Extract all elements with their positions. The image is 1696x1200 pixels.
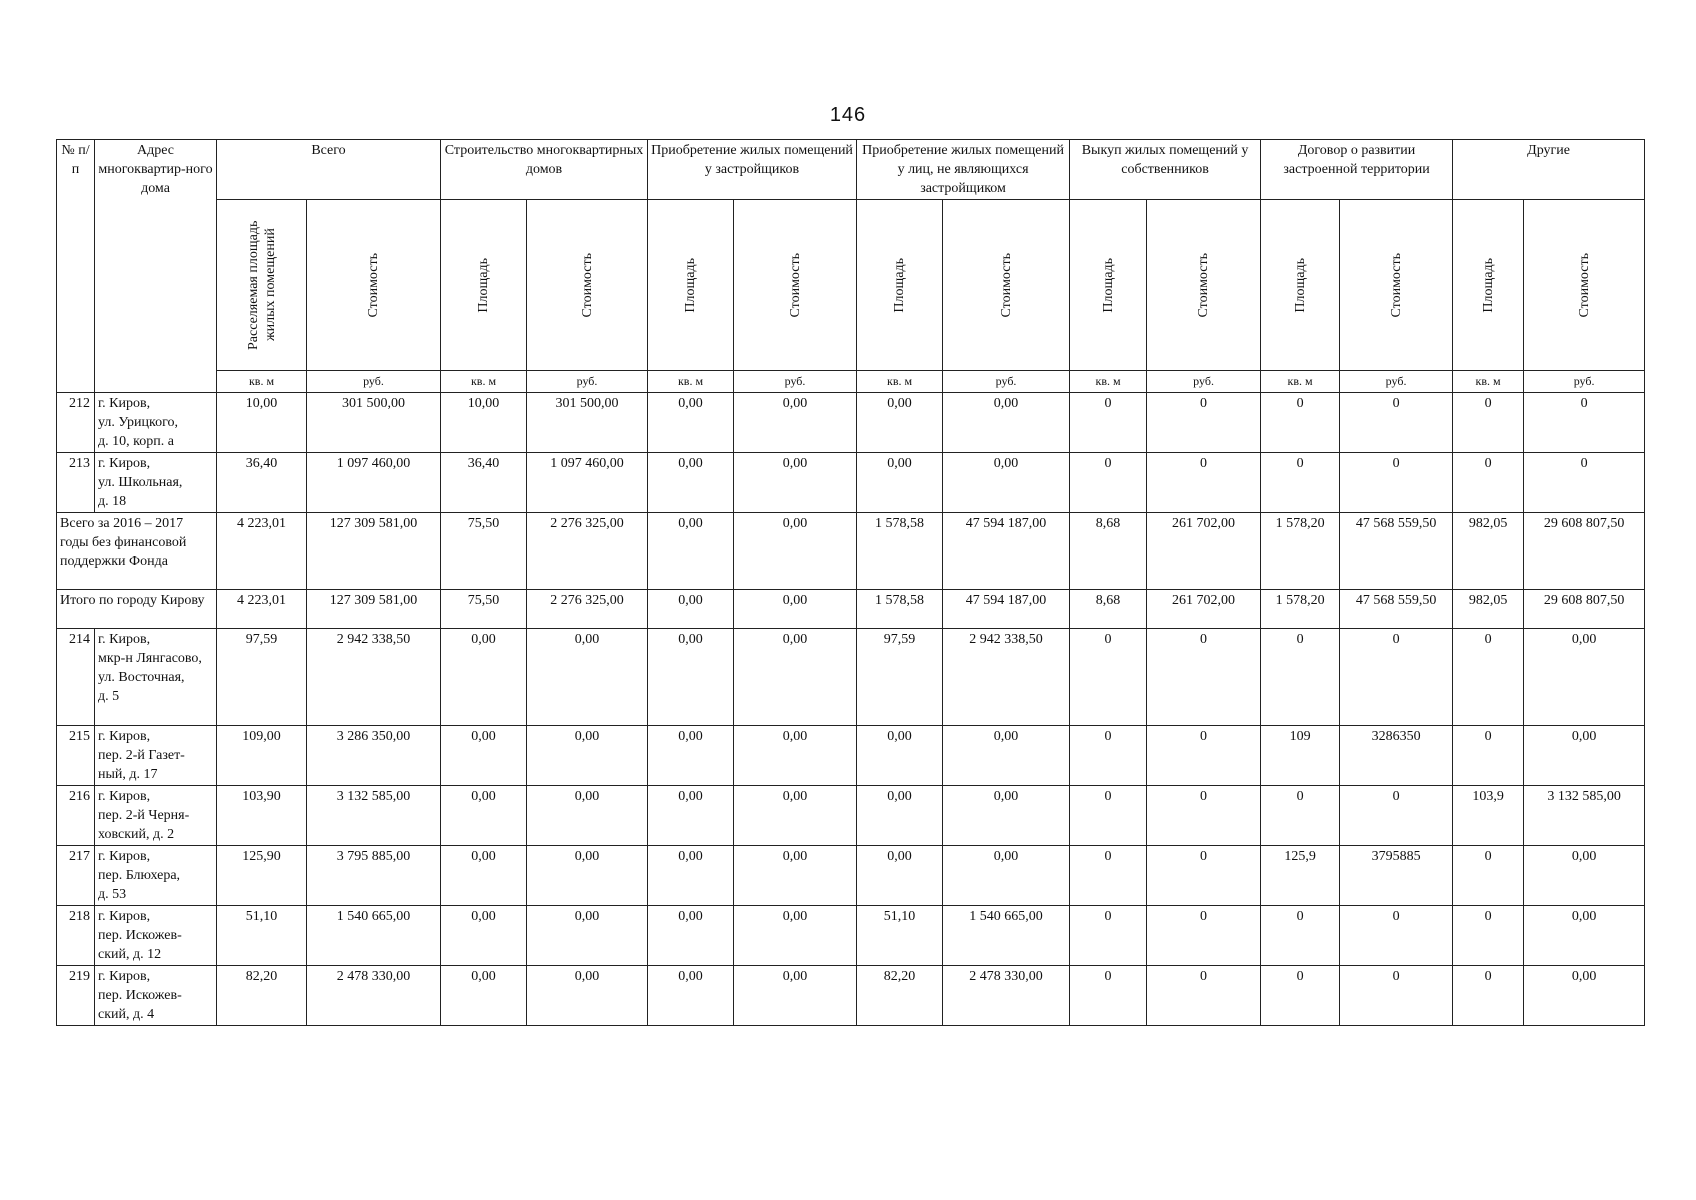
value-cell: 0 bbox=[1261, 906, 1340, 966]
unit-area: кв. м bbox=[1453, 371, 1524, 393]
value-cell: 0,00 bbox=[857, 846, 943, 906]
value-cell: 103,90 bbox=[217, 786, 307, 846]
row-number: 219 bbox=[57, 966, 95, 1026]
subheader-cost: Стоимость bbox=[1147, 200, 1261, 371]
value-cell: 0,00 bbox=[943, 846, 1070, 906]
value-cell: 0 bbox=[1340, 786, 1453, 846]
value-cell: 8,68 bbox=[1070, 513, 1147, 590]
value-cell: 301 500,00 bbox=[527, 393, 648, 453]
address-line: д. 53 bbox=[98, 887, 127, 902]
address-cell bbox=[95, 906, 217, 966]
value-cell: 0,00 bbox=[734, 966, 857, 1026]
address-line: пер. Искожев- bbox=[98, 988, 182, 1003]
value-cell: 2 276 325,00 bbox=[527, 513, 648, 590]
table-row bbox=[57, 393, 1645, 453]
row-number: 215 bbox=[57, 726, 95, 786]
value-cell: 0 bbox=[1261, 966, 1340, 1026]
value-cell: 0 bbox=[1524, 453, 1645, 513]
value-cell: 2 276 325,00 bbox=[527, 590, 648, 629]
address-line: ховский, д. 2 bbox=[98, 827, 175, 842]
address-line: пер. 2-й Газет- bbox=[98, 748, 185, 763]
value-cell: 3 286 350,00 bbox=[307, 726, 441, 786]
subheader-row bbox=[57, 200, 1645, 371]
value-cell: 1 097 460,00 bbox=[527, 453, 648, 513]
value-cell: 982,05 bbox=[1453, 590, 1524, 629]
value-cell: 0,00 bbox=[648, 906, 734, 966]
total-label: Всего за 2016 – 2017 годы без финансовой поддержки Фонда bbox=[57, 513, 217, 590]
value-cell: 0,00 bbox=[441, 846, 527, 906]
table-row bbox=[57, 453, 1645, 513]
value-cell: 0,00 bbox=[527, 966, 648, 1026]
address-cell bbox=[95, 453, 217, 513]
value-cell: 0,00 bbox=[527, 629, 648, 726]
value-cell: 0 bbox=[1147, 906, 1261, 966]
value-cell: 0,00 bbox=[441, 906, 527, 966]
value-cell: 0 bbox=[1147, 786, 1261, 846]
value-cell: 3795885 bbox=[1340, 846, 1453, 906]
value-cell: 0,00 bbox=[943, 726, 1070, 786]
value-cell: 0 bbox=[1070, 453, 1147, 513]
value-cell: 0 bbox=[1340, 629, 1453, 726]
value-cell: 0,00 bbox=[1524, 966, 1645, 1026]
resettlement-table bbox=[56, 139, 1645, 1026]
value-cell: 1 540 665,00 bbox=[307, 906, 441, 966]
subheader-resettled-area: Расселяемая площадь жилых помещений bbox=[217, 200, 307, 371]
value-cell: 2 478 330,00 bbox=[943, 966, 1070, 1026]
value-cell: 127 309 581,00 bbox=[307, 590, 441, 629]
value-cell: 47 568 559,50 bbox=[1340, 590, 1453, 629]
address-cell bbox=[95, 393, 217, 453]
row-number: 218 bbox=[57, 906, 95, 966]
address-cell bbox=[95, 846, 217, 906]
value-cell: 47 594 187,00 bbox=[943, 590, 1070, 629]
value-cell: 51,10 bbox=[217, 906, 307, 966]
table-row bbox=[57, 966, 1645, 1026]
value-cell: 0 bbox=[1524, 393, 1645, 453]
value-cell: 0,00 bbox=[648, 966, 734, 1026]
value-cell: 0 bbox=[1147, 393, 1261, 453]
table-row bbox=[57, 786, 1645, 846]
value-cell: 0,00 bbox=[1524, 906, 1645, 966]
address-line: д. 5 bbox=[98, 689, 120, 704]
value-cell: 0,00 bbox=[943, 393, 1070, 453]
subheader-area: Площадь bbox=[1453, 200, 1524, 371]
value-cell: 982,05 bbox=[1453, 513, 1524, 590]
value-cell: 97,59 bbox=[217, 629, 307, 726]
header-group-total: Всего bbox=[217, 140, 441, 200]
address-line: ский, д. 12 bbox=[98, 947, 162, 962]
value-cell: 0 bbox=[1147, 629, 1261, 726]
value-cell: 0,00 bbox=[648, 393, 734, 453]
unit-area: кв. м bbox=[217, 371, 307, 393]
value-cell: 0,00 bbox=[441, 786, 527, 846]
value-cell: 0,00 bbox=[734, 590, 857, 629]
header-group-other: Другие bbox=[1453, 140, 1645, 200]
value-cell: 8,68 bbox=[1070, 590, 1147, 629]
value-cell: 125,9 bbox=[1261, 846, 1340, 906]
table-row bbox=[57, 726, 1645, 786]
address-line: ул. Школьная, bbox=[98, 475, 183, 490]
address-line: д. 10, корп. а bbox=[98, 434, 174, 449]
value-cell: 0,00 bbox=[734, 726, 857, 786]
value-cell: 0 bbox=[1147, 846, 1261, 906]
table-row bbox=[57, 906, 1645, 966]
header-address: Адрес многоквартир-ного дома bbox=[95, 140, 217, 393]
subheader-area: Площадь bbox=[857, 200, 943, 371]
total-label: Итого по городу Кирову bbox=[57, 590, 217, 629]
value-cell: 0 bbox=[1070, 786, 1147, 846]
value-cell: 0,00 bbox=[648, 846, 734, 906]
value-cell: 3286350 bbox=[1340, 726, 1453, 786]
value-cell: 0 bbox=[1453, 906, 1524, 966]
value-cell: 0,00 bbox=[648, 453, 734, 513]
unit-area: кв. м bbox=[1261, 371, 1340, 393]
value-cell: 2 942 338,50 bbox=[943, 629, 1070, 726]
value-cell: 2 942 338,50 bbox=[307, 629, 441, 726]
unit-area: кв. м bbox=[441, 371, 527, 393]
subheader-area: Площадь bbox=[648, 200, 734, 371]
value-cell: 0,00 bbox=[441, 966, 527, 1026]
value-cell: 0,00 bbox=[734, 786, 857, 846]
value-cell: 75,50 bbox=[441, 590, 527, 629]
value-cell: 0,00 bbox=[1524, 846, 1645, 906]
unit-cost: руб. bbox=[943, 371, 1070, 393]
address-line: г. Киров, bbox=[98, 729, 151, 744]
value-cell: 47 568 559,50 bbox=[1340, 513, 1453, 590]
value-cell: 1 578,58 bbox=[857, 513, 943, 590]
subheader-area: Площадь bbox=[1261, 200, 1340, 371]
value-cell: 1 540 665,00 bbox=[943, 906, 1070, 966]
value-cell: 0 bbox=[1340, 906, 1453, 966]
header-group-developers: Приобретение жилых помещений у застройщиков bbox=[648, 140, 857, 200]
header-row bbox=[57, 140, 1645, 200]
address-line: мкр-н Лянгасово, bbox=[98, 651, 202, 666]
address-line: пер. Блюхера, bbox=[98, 868, 181, 883]
unit-cost: руб. bbox=[307, 371, 441, 393]
value-cell: 10,00 bbox=[217, 393, 307, 453]
value-cell: 0,00 bbox=[857, 786, 943, 846]
value-cell: 261 702,00 bbox=[1147, 513, 1261, 590]
value-cell: 0,00 bbox=[857, 453, 943, 513]
value-cell: 0 bbox=[1453, 846, 1524, 906]
value-cell: 0,00 bbox=[441, 726, 527, 786]
header-group-development-contract: Договор о развитии застроенной территории bbox=[1261, 140, 1453, 200]
address-line: ный, д. 17 bbox=[98, 767, 158, 782]
address-line: ский, д. 4 bbox=[98, 1007, 155, 1022]
subheader-cost: Стоимость bbox=[307, 200, 441, 371]
value-cell: 0 bbox=[1261, 453, 1340, 513]
subheader-cost: Стоимость bbox=[1524, 200, 1645, 371]
page-number: 146 bbox=[829, 104, 867, 126]
value-cell: 103,9 bbox=[1453, 786, 1524, 846]
address-cell bbox=[95, 629, 217, 726]
value-cell: 0,00 bbox=[734, 629, 857, 726]
value-cell: 0,00 bbox=[857, 393, 943, 453]
header-group-non-developers: Приобретение жилых помещений у лиц, не являющихся застройщиком bbox=[857, 140, 1070, 200]
value-cell: 0,00 bbox=[1524, 726, 1645, 786]
row-number: 214 bbox=[57, 629, 95, 726]
header-num: № п/п bbox=[57, 140, 95, 393]
row-number: 212 bbox=[57, 393, 95, 453]
value-cell: 0 bbox=[1453, 726, 1524, 786]
value-cell: 0,00 bbox=[648, 629, 734, 726]
value-cell: 0 bbox=[1340, 966, 1453, 1026]
value-cell: 0,00 bbox=[943, 453, 1070, 513]
value-cell: 0,00 bbox=[734, 393, 857, 453]
unit-cost: руб. bbox=[1524, 371, 1645, 393]
value-cell: 0 bbox=[1070, 726, 1147, 786]
value-cell: 0,00 bbox=[648, 726, 734, 786]
value-cell: 47 594 187,00 bbox=[943, 513, 1070, 590]
unit-cost: руб. bbox=[734, 371, 857, 393]
value-cell: 0 bbox=[1147, 966, 1261, 1026]
address-line: пер. 2-й Черня- bbox=[98, 808, 190, 823]
value-cell: 1 097 460,00 bbox=[307, 453, 441, 513]
value-cell: 0,00 bbox=[734, 846, 857, 906]
value-cell: 82,20 bbox=[857, 966, 943, 1026]
address-line: г. Киров, bbox=[98, 396, 151, 411]
subheader-cost: Стоимость bbox=[943, 200, 1070, 371]
value-cell: 0,00 bbox=[857, 726, 943, 786]
value-cell: 0 bbox=[1147, 726, 1261, 786]
table-row bbox=[57, 629, 1645, 726]
unit-area: кв. м bbox=[648, 371, 734, 393]
subheader-area: Площадь bbox=[441, 200, 527, 371]
value-cell: 36,40 bbox=[441, 453, 527, 513]
value-cell: 0 bbox=[1340, 453, 1453, 513]
address-line: г. Киров, bbox=[98, 969, 151, 984]
unit-area: кв. м bbox=[1070, 371, 1147, 393]
unit-area: кв. м bbox=[857, 371, 943, 393]
value-cell: 0,00 bbox=[527, 726, 648, 786]
address-line: ул. Урицкого, bbox=[98, 415, 179, 430]
value-cell: 0,00 bbox=[441, 629, 527, 726]
total-row bbox=[57, 513, 1645, 590]
subheader-cost: Стоимость bbox=[527, 200, 648, 371]
value-cell: 0 bbox=[1261, 786, 1340, 846]
address-line: г. Киров, bbox=[98, 789, 151, 804]
value-cell: 0,00 bbox=[734, 513, 857, 590]
value-cell: 125,90 bbox=[217, 846, 307, 906]
value-cell: 3 795 885,00 bbox=[307, 846, 441, 906]
row-number: 217 bbox=[57, 846, 95, 906]
value-cell: 4 223,01 bbox=[217, 513, 307, 590]
address-line: г. Киров, bbox=[98, 849, 151, 864]
value-cell: 0 bbox=[1147, 453, 1261, 513]
value-cell: 0 bbox=[1070, 393, 1147, 453]
value-cell: 1 578,20 bbox=[1261, 590, 1340, 629]
table-row bbox=[57, 846, 1645, 906]
address-line: г. Киров, bbox=[98, 456, 151, 471]
value-cell: 0,00 bbox=[527, 846, 648, 906]
value-cell: 0 bbox=[1070, 846, 1147, 906]
value-cell: 301 500,00 bbox=[307, 393, 441, 453]
value-cell: 51,10 bbox=[857, 906, 943, 966]
row-number: 216 bbox=[57, 786, 95, 846]
address-line: г. Киров, bbox=[98, 909, 151, 924]
value-cell: 0,00 bbox=[734, 906, 857, 966]
value-cell: 0 bbox=[1453, 453, 1524, 513]
value-cell: 0 bbox=[1070, 966, 1147, 1026]
unit-cost: руб. bbox=[527, 371, 648, 393]
value-cell: 75,50 bbox=[441, 513, 527, 590]
value-cell: 82,20 bbox=[217, 966, 307, 1026]
value-cell: 0,00 bbox=[734, 453, 857, 513]
value-cell: 0,00 bbox=[648, 590, 734, 629]
value-cell: 0,00 bbox=[527, 786, 648, 846]
value-cell: 0 bbox=[1070, 629, 1147, 726]
value-cell: 0 bbox=[1070, 906, 1147, 966]
unit-cost: руб. bbox=[1147, 371, 1261, 393]
value-cell: 1 578,58 bbox=[857, 590, 943, 629]
subheader-cost: Стоимость bbox=[734, 200, 857, 371]
row-number: 213 bbox=[57, 453, 95, 513]
address-cell bbox=[95, 786, 217, 846]
total-row bbox=[57, 590, 1645, 629]
address-line: ул. Восточная, bbox=[98, 670, 185, 685]
table-body bbox=[57, 393, 1645, 1026]
value-cell: 10,00 bbox=[441, 393, 527, 453]
unit-cost: руб. bbox=[1340, 371, 1453, 393]
subheader-cost: Стоимость bbox=[1340, 200, 1453, 371]
value-cell: 0,00 bbox=[648, 513, 734, 590]
value-cell: 0 bbox=[1453, 629, 1524, 726]
address-cell bbox=[95, 726, 217, 786]
value-cell: 29 608 807,50 bbox=[1524, 513, 1645, 590]
value-cell: 0,00 bbox=[527, 906, 648, 966]
value-cell: 4 223,01 bbox=[217, 590, 307, 629]
value-cell: 0 bbox=[1340, 393, 1453, 453]
units-row bbox=[57, 371, 1645, 393]
value-cell: 0,00 bbox=[648, 786, 734, 846]
value-cell: 97,59 bbox=[857, 629, 943, 726]
header-group-buyout: Выкуп жилых помещений у собственников bbox=[1070, 140, 1261, 200]
value-cell: 127 309 581,00 bbox=[307, 513, 441, 590]
value-cell: 36,40 bbox=[217, 453, 307, 513]
value-cell: 0 bbox=[1453, 393, 1524, 453]
address-line: г. Киров, bbox=[98, 632, 151, 647]
value-cell: 3 132 585,00 bbox=[307, 786, 441, 846]
value-cell: 1 578,20 bbox=[1261, 513, 1340, 590]
value-cell: 0 bbox=[1453, 966, 1524, 1026]
address-line: д. 18 bbox=[98, 494, 127, 509]
value-cell: 109 bbox=[1261, 726, 1340, 786]
value-cell: 3 132 585,00 bbox=[1524, 786, 1645, 846]
value-cell: 0 bbox=[1261, 629, 1340, 726]
value-cell: 0,00 bbox=[1524, 629, 1645, 726]
header-group-construction: Строительство многоквартирных домов bbox=[441, 140, 648, 200]
value-cell: 0 bbox=[1261, 393, 1340, 453]
value-cell: 0,00 bbox=[943, 786, 1070, 846]
address-cell bbox=[95, 966, 217, 1026]
address-line: пер. Искожев- bbox=[98, 928, 182, 943]
value-cell: 109,00 bbox=[217, 726, 307, 786]
value-cell: 261 702,00 bbox=[1147, 590, 1261, 629]
subheader-area: Площадь bbox=[1070, 200, 1147, 371]
value-cell: 2 478 330,00 bbox=[307, 966, 441, 1026]
value-cell: 29 608 807,50 bbox=[1524, 590, 1645, 629]
